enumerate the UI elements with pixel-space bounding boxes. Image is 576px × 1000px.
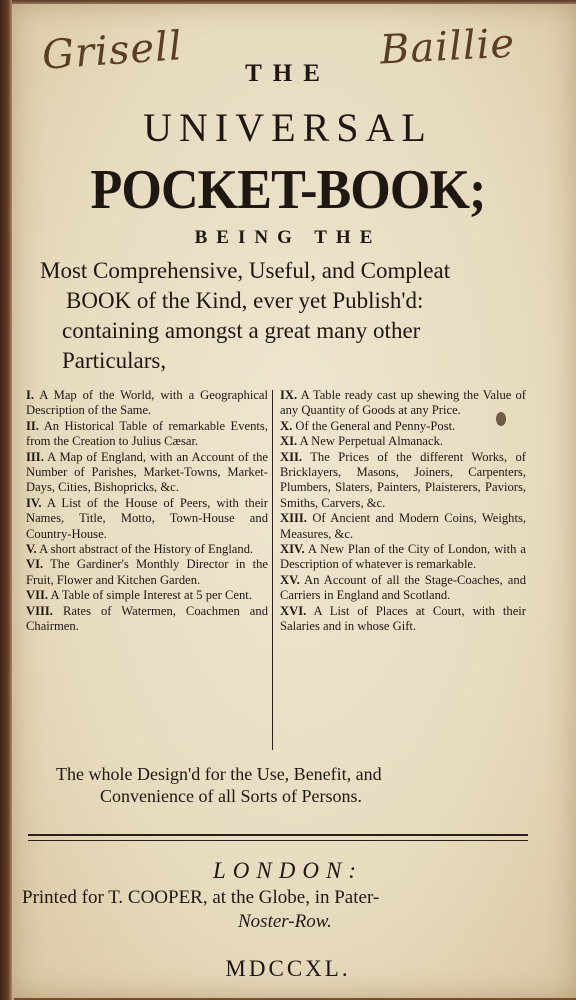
description-line-4: Particulars, bbox=[62, 348, 167, 373]
description-line-3: containing amongst a great many other bbox=[62, 318, 421, 343]
contents-right-column bbox=[280, 388, 526, 635]
contents-item: VII. A Table of simple Interest at 5 per Cent. bbox=[26, 588, 252, 603]
contents-item: XIV. A New Plan of the City of London, with a Description of whatever is remarkable. bbox=[280, 542, 526, 572]
imprint-printer bbox=[22, 886, 542, 934]
contents-item: XVI. A List of Places at Court, with their Salaries and in whose Gift. bbox=[280, 603, 526, 634]
closing-line-2: Convenience of all Sorts of Persons. bbox=[100, 786, 362, 806]
contents-item: IV. A List of the House of Peers, with their Names, Title, Motto, Town-House and Country-House. bbox=[26, 495, 268, 541]
imprint-city: LONDON: bbox=[213, 858, 363, 883]
contents-item: VI. The Gardiner's Monthly Director in the Fruit, Flower and Kitchen Garden. bbox=[26, 557, 268, 587]
contents-item: III. A Map of England, with an Account of the Number of Parishes, Market-Towns, Market-Days, Cities, Bishopricks, &c. bbox=[26, 449, 268, 495]
double-rule-bottom bbox=[28, 840, 528, 841]
handwritten-signature-left: Grisell bbox=[40, 23, 185, 79]
closing-statement bbox=[56, 763, 536, 807]
handwritten-signature-right: Baillie bbox=[378, 20, 517, 74]
contents-item: XI. A New Perpetual Almanack. bbox=[280, 434, 444, 449]
contents-item: I. A Map of the World, with a Geographical Description of the Same. bbox=[26, 388, 268, 418]
description-line-1: Most Comprehensive, Useful, and Compleat bbox=[40, 258, 451, 283]
ink-blot bbox=[496, 412, 506, 426]
title-pocket-book: POCKET-BOOK; bbox=[90, 159, 486, 221]
title-universal: UNIVERSAL bbox=[143, 105, 433, 150]
imprint-line-2: Noster-Row. bbox=[238, 911, 332, 932]
contents-item: VIII. Rates of Watermen, Coachmen and Chairmen. bbox=[26, 603, 268, 634]
contents-item: XII. The Prices of the different Works, of Bricklayers, Masons, Joiners, Carpenters, Plumbers, Slaters, Painters, Plaisterers, Paviors, Smiths, Carvers, &c. bbox=[280, 449, 527, 510]
contents-item: V. A short abstract of the History of England. bbox=[26, 542, 254, 557]
contents-item: XIII. Of Ancient and Modern Coins, Weights, Measures, &c. bbox=[280, 511, 526, 541]
title-being-the: BEING THE bbox=[194, 227, 382, 248]
contents-item: II. An Historical Table of remarkable Events, from the Creation to Julius Cæsar. bbox=[26, 418, 268, 449]
double-rule-top bbox=[28, 834, 528, 836]
column-divider bbox=[272, 390, 273, 750]
title-the: THE bbox=[245, 60, 331, 87]
description-line-2: BOOK of the Kind, ever yet Publish'd: bbox=[66, 288, 424, 313]
contents-left-column bbox=[26, 388, 268, 635]
closing-line-1: The whole Design'd for the Use, Benefit, and bbox=[56, 764, 382, 784]
contents-item: XV. An Account of all the Stage-Coaches, and Carriers in England and Scotland. bbox=[280, 572, 526, 603]
imprint-date: MDCCXL. bbox=[225, 956, 351, 981]
imprint-line-1: Printed for T. COOPER, at the Globe, in Pater- bbox=[22, 887, 380, 908]
contents-item: IX. A Table ready cast up shewing the Value of any Quantity of Goods at any Price. bbox=[280, 388, 526, 418]
contents-item: X. Of the General and Penny-Post. bbox=[280, 418, 456, 433]
